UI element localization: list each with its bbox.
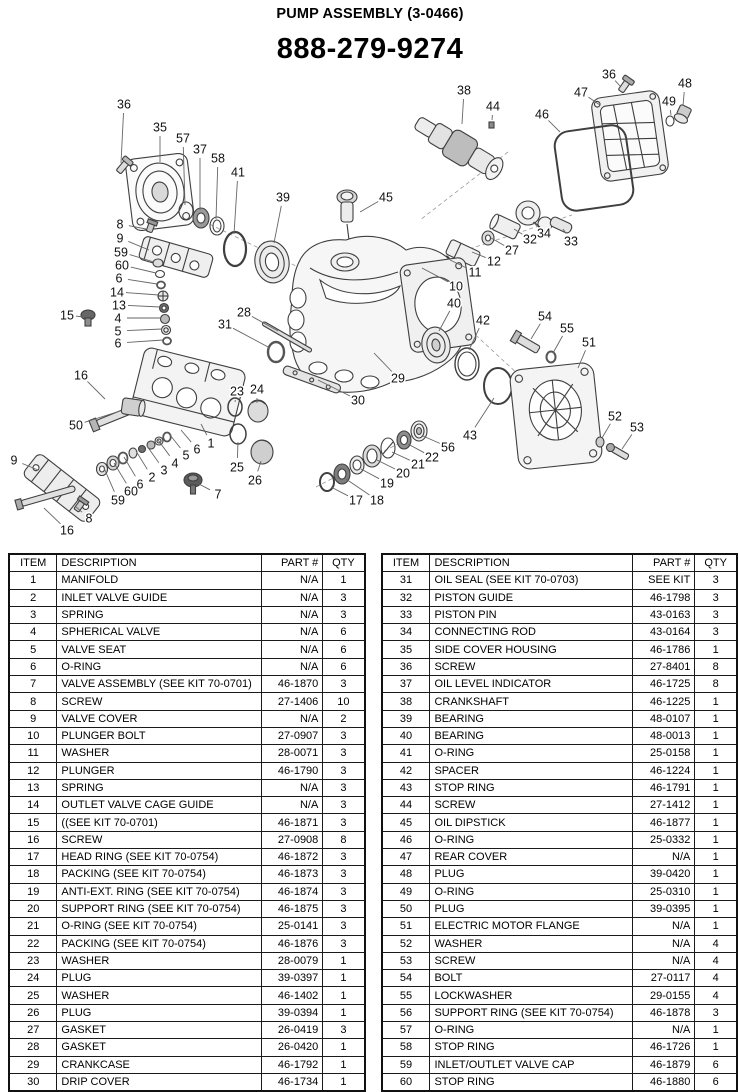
- table-row: 59 INLET/OUTLET VALVE CAP 46-1879 6: [382, 1056, 738, 1073]
- callout-5: 5: [183, 449, 190, 463]
- table-row: 33 PISTON PIN 43-0163 3: [382, 606, 738, 623]
- part-gasket-27: [482, 231, 494, 245]
- part-stop-ring-60: [156, 271, 165, 278]
- table-row: 56 SUPPORT RING (SEE KIT 70-0754) 46-1878 3: [382, 1004, 738, 1021]
- callout-8: 8: [86, 512, 93, 526]
- callout-43: 43: [463, 429, 477, 443]
- callout-8: 8: [117, 218, 124, 232]
- part-oil-level-indicator: [193, 208, 209, 228]
- table-row: 7 VALVE ASSEMBLY (SEE KIT 70-0701) 46-1870 3: [9, 676, 365, 693]
- callout-18: 18: [370, 494, 384, 508]
- part-o-ring-41: [224, 232, 246, 266]
- callout-57: 57: [176, 132, 190, 146]
- table-row: 5 VALVE SEAT N/A 6: [9, 641, 365, 658]
- table-row: 34 CONNECTING ROD 43-0164 3: [382, 624, 738, 641]
- table-row: 44 SCREW 27-1412 1: [382, 797, 738, 814]
- part-crankcase: [288, 236, 477, 392]
- leader-line-41: [234, 181, 237, 234]
- callout-56: 56: [441, 441, 455, 455]
- table-row: 42 SPACER 46-1224 1: [382, 762, 738, 779]
- callout-4: 4: [115, 312, 122, 326]
- leader-line-31: [233, 328, 270, 348]
- table-row: 27 GASKET 26-0419 3: [9, 1022, 365, 1039]
- callout-20: 20: [396, 467, 410, 481]
- table-row: 57 O-RING N/A 1: [382, 1022, 738, 1039]
- table-row: 22 PACKING (SEE KIT 70-0754) 46-1876 3: [9, 935, 365, 952]
- table-row: 52 WASHER N/A 4: [382, 935, 738, 952]
- callout-51: 51: [582, 336, 596, 350]
- leader-line-21: [392, 452, 410, 460]
- table-row: 18 PACKING (SEE KIT 70-0754) 46-1873 3: [9, 866, 365, 883]
- table-row: 38 CRANKSHAFT 46-1225 1: [382, 693, 738, 710]
- part-crankshaft: [409, 109, 508, 185]
- leader-line-46: [548, 120, 560, 132]
- leader-line-2: [136, 451, 147, 469]
- column-header: QTY: [695, 554, 737, 572]
- table-row: 41 O-RING 25-0158 1: [382, 745, 738, 762]
- table-row: 37 OIL LEVEL INDICATOR 46-1725 8: [382, 676, 738, 693]
- part-support-ring-20: [363, 445, 381, 467]
- table-row: 26 PLUG 39-0394 1: [9, 1004, 365, 1021]
- table-row: 14 OUTLET VALVE CAGE GUIDE N/A 3: [9, 797, 365, 814]
- callout-31: 31: [218, 318, 232, 332]
- leader-line-60: [131, 267, 156, 273]
- leader-line-13: [128, 305, 160, 307]
- callout-35: 35: [153, 121, 167, 135]
- callout-53: 53: [630, 421, 644, 435]
- leader-line-53: [622, 434, 632, 449]
- table-row: 40 BEARING 48-0013 1: [382, 727, 738, 744]
- callout-59: 59: [111, 494, 125, 508]
- part-oil-dipstick: [337, 190, 357, 240]
- leader-line-48: [683, 92, 684, 106]
- callout-11: 11: [469, 266, 482, 280]
- leader-line-5: [127, 329, 162, 331]
- callout-25: 25: [230, 461, 244, 475]
- part-packing-18: [334, 464, 350, 484]
- callout-48: 48: [678, 77, 692, 91]
- callout-54: 54: [538, 310, 552, 324]
- table-row: 53 SCREW N/A 4: [382, 952, 738, 969]
- callout-2: 2: [149, 471, 156, 485]
- callout-26: 26: [248, 474, 262, 488]
- parts-table-left: [8, 553, 366, 1092]
- part-electric-motor-flange: [509, 362, 603, 470]
- leader-line-17: [331, 487, 348, 496]
- table-row: 15 ((SEE KIT 70-0701) 46-1871 3: [9, 814, 365, 831]
- table-row: 23 WASHER 28-0079 1: [9, 952, 365, 969]
- leader-line-52: [602, 424, 610, 438]
- table-row: 3 SPRING N/A 3: [9, 606, 365, 623]
- callout-9: 9: [117, 232, 124, 246]
- part-o-ring-49: [666, 116, 674, 126]
- table-row: 46 O-RING 25-0332 1: [382, 831, 738, 848]
- callout-19: 19: [380, 477, 394, 491]
- part-o-ring-6b: [163, 338, 171, 345]
- leader-line-45: [360, 202, 378, 213]
- table-row: 16 SCREW 27-0908 8: [9, 831, 365, 848]
- leader-line-6: [181, 430, 191, 442]
- table-row: 51 ELECTRIC MOTOR FLANGE N/A 1: [382, 918, 738, 935]
- callout-55: 55: [560, 322, 574, 336]
- leader-line-16: [87, 381, 105, 399]
- part-anti-ext-ring: [350, 456, 364, 474]
- callout-29: 29: [391, 372, 405, 386]
- part-piston-pin: [549, 216, 573, 234]
- leader-line-6: [124, 457, 135, 476]
- leader-line-38: [462, 99, 464, 124]
- callout-15: 15: [60, 309, 74, 323]
- part-spacer: [455, 348, 479, 380]
- part-spring-13: [160, 304, 169, 313]
- callout-27: 27: [505, 244, 519, 258]
- parts-tables: [8, 553, 738, 1092]
- table-row: 8 SCREW 27-1406 10: [9, 693, 365, 710]
- column-header: PART #: [261, 554, 322, 572]
- leader-line-16: [44, 508, 61, 524]
- table-row: 45 OIL DIPSTICK 46-1877 1: [382, 814, 738, 831]
- callout-45: 45: [379, 191, 393, 205]
- column-header: DESCRIPTION: [430, 554, 633, 572]
- part-support-ring-56: [411, 421, 427, 441]
- leader-line-22: [408, 444, 424, 453]
- callout-14: 14: [110, 286, 124, 300]
- leader-line-7: [199, 484, 210, 490]
- callout-17: 17: [349, 494, 363, 508]
- part-head-ring: [320, 473, 334, 491]
- part-valve-assembly: [184, 473, 202, 494]
- part-bolt-54: [510, 330, 541, 355]
- column-header: ITEM: [382, 554, 430, 572]
- table-row: 24 PLUG 39-0397 1: [9, 970, 365, 987]
- table-row: 20 SUPPORT RING (SEE KIT 70-0754) 46-1875 3: [9, 900, 365, 917]
- part-washer-52: [596, 437, 604, 447]
- part-oil-seal: [268, 342, 284, 362]
- part-valve-15: [81, 310, 95, 326]
- part-stop-ring-58: [210, 217, 224, 235]
- callout-21: 21: [411, 458, 425, 472]
- callout-10: 10: [449, 280, 463, 294]
- table-row: 30 DRIP COVER 46-1734 1: [9, 1073, 365, 1091]
- table-row: 28 GASKET 26-0420 1: [9, 1039, 365, 1056]
- callout-30: 30: [351, 394, 365, 408]
- table-row: 47 REAR COVER N/A 1: [382, 849, 738, 866]
- table-row: 4 SPHERICAL VALVE N/A 6: [9, 624, 365, 641]
- table-row: 1 MANIFOLD N/A 1: [9, 572, 365, 589]
- callout-44: 44: [486, 100, 500, 114]
- callout-39: 39: [276, 191, 290, 205]
- leader-line-6: [128, 279, 157, 284]
- part-valve-cover-top: [138, 236, 214, 279]
- phone-number: 888-279-9274: [0, 33, 740, 66]
- callout-60: 60: [115, 259, 129, 273]
- callout-60: 60: [124, 485, 138, 499]
- callout-22: 22: [425, 451, 439, 465]
- leader-line-59: [104, 468, 114, 492]
- leader-line-14: [126, 293, 159, 295]
- table-row: 43 STOP RING 46-1791 1: [382, 779, 738, 796]
- table-row: 29 CRANKCASE 46-1792 1: [9, 1056, 365, 1073]
- leader-line-49: [670, 110, 671, 115]
- part-screw-44-icon: [489, 122, 494, 128]
- leader-line-6: [127, 340, 163, 342]
- part-valve-seat: [162, 326, 171, 335]
- callout-34: 34: [537, 227, 551, 241]
- leader-line-36: [121, 113, 124, 163]
- part-plug-50: [121, 398, 146, 417]
- table-row: 35 SIDE COVER HOUSING 46-1786 1: [382, 641, 738, 658]
- leader-line-19: [361, 469, 379, 479]
- part-screw-53-icon: [605, 442, 630, 461]
- callout-33: 33: [564, 235, 578, 249]
- table-row: 9 VALVE COVER N/A 2: [9, 710, 365, 727]
- leader-line-56: [423, 436, 440, 443]
- leader-line-43: [475, 398, 494, 427]
- leader-line-39: [274, 206, 281, 243]
- callout-37: 37: [193, 143, 207, 157]
- callout-6: 6: [194, 443, 201, 457]
- callout-9: 9: [11, 454, 18, 468]
- callout-16: 16: [74, 369, 88, 383]
- table-row: 58 STOP RING 46-1726 1: [382, 1039, 738, 1056]
- table-row: 31 OIL SEAL (SEE KIT 70-0703) SEE KIT 3: [382, 572, 738, 589]
- table-row: 55 LOCKWASHER 29-0155 4: [382, 987, 738, 1004]
- table-row: 11 WASHER 28-0071 3: [9, 745, 365, 762]
- callout-6: 6: [137, 478, 144, 492]
- callout-6: 6: [116, 272, 123, 286]
- table-row: 49 O-RING 25-0310 1: [382, 883, 738, 900]
- callout-42: 42: [476, 314, 490, 328]
- callout-3: 3: [161, 464, 168, 478]
- callout-16: 16: [60, 524, 74, 538]
- table-row: 2 INLET VALVE GUIDE N/A 3: [9, 589, 365, 606]
- table-row: 12 PLUNGER 46-1790 3: [9, 762, 365, 779]
- leader-line-58: [216, 167, 218, 219]
- part-spherical-valve: [161, 315, 170, 324]
- table-row: 48 PLUG 39-0420 1: [382, 866, 738, 883]
- part-o-ring-6a: [157, 282, 165, 289]
- callout-47: 47: [574, 86, 588, 100]
- column-header: PART #: [633, 554, 695, 572]
- callout-38: 38: [457, 84, 471, 98]
- part-outlet-valve-cage-guide: [158, 291, 168, 301]
- table-row: 10 PLUNGER BOLT 27-0907 3: [9, 727, 365, 744]
- leader-line-20: [377, 460, 395, 469]
- callout-13: 13: [112, 299, 126, 313]
- page-title: PUMP ASSEMBLY (3-0466): [0, 6, 740, 22]
- callout-58: 58: [211, 152, 225, 166]
- leader-line-4: [158, 440, 170, 456]
- table-header: [382, 554, 738, 572]
- callout-7: 7: [215, 488, 222, 502]
- callout-46: 46: [535, 108, 549, 122]
- table-row: 17 HEAD RING (SEE KIT 70-0754) 46-1872 3: [9, 849, 365, 866]
- part-plug-26: [251, 440, 273, 464]
- part-packing-22: [397, 431, 411, 449]
- table-row: 36 SCREW 27-8401 8: [382, 658, 738, 675]
- callout-23: 23: [230, 385, 244, 399]
- table-row: 50 PLUG 39-0395 1: [382, 900, 738, 917]
- parts-table-right: [381, 553, 739, 1092]
- callout-40: 40: [447, 297, 461, 311]
- table-row: 39 BEARING 48-0107 1: [382, 710, 738, 727]
- callout-24: 24: [250, 383, 264, 397]
- callout-5: 5: [115, 325, 122, 339]
- table-row: 19 ANTI-EXT. RING (SEE KIT 70-0754) 46-1874 3: [9, 883, 365, 900]
- callout-59: 59: [114, 246, 128, 260]
- table-row: 21 O-RING (SEE KIT 70-0754) 25-0141 3: [9, 918, 365, 935]
- callout-1: 1: [208, 437, 215, 451]
- part-o-ring-21: [381, 438, 395, 458]
- callout-49: 49: [662, 95, 676, 109]
- part-lockwasher: [547, 352, 556, 363]
- table-row: 6 O-RING N/A 6: [9, 658, 365, 675]
- column-header: DESCRIPTION: [57, 554, 261, 572]
- leader-line-60: [114, 463, 126, 483]
- table-row: 32 PISTON GUIDE 46-1798 3: [382, 589, 738, 606]
- part-valve-cap-59: [153, 259, 163, 267]
- table-row: 60 STOP RING 46-1880 6: [382, 1073, 738, 1091]
- table-row: 54 BOLT 27-0117 4: [382, 970, 738, 987]
- table-row: 13 SPRING N/A 3: [9, 779, 365, 796]
- part-bearing-39: [252, 238, 293, 285]
- table-header: [9, 554, 365, 572]
- callout-41: 41: [231, 166, 245, 180]
- leader-line-55: [553, 336, 563, 353]
- callout-32: 32: [523, 233, 537, 247]
- leader-line-54: [531, 324, 540, 339]
- callout-28: 28: [237, 306, 251, 320]
- leader-line-5: [170, 435, 180, 448]
- leader-line-25: [237, 442, 238, 458]
- column-header: ITEM: [9, 554, 57, 572]
- part-plug-24: [248, 400, 268, 422]
- table-row: 25 WASHER 46-1402 1: [9, 987, 365, 1004]
- part-stop-ring-43: [484, 368, 512, 404]
- leader-line-28: [252, 316, 278, 331]
- callout-36: 36: [117, 98, 131, 112]
- callout-36: 36: [602, 68, 616, 82]
- part-washer-25: [230, 424, 246, 444]
- callout-52: 52: [608, 410, 622, 424]
- column-header: QTY: [323, 554, 365, 572]
- callout-4: 4: [172, 457, 179, 471]
- callout-6: 6: [115, 337, 122, 351]
- callout-12: 12: [487, 255, 501, 269]
- callout-50: 50: [69, 419, 83, 433]
